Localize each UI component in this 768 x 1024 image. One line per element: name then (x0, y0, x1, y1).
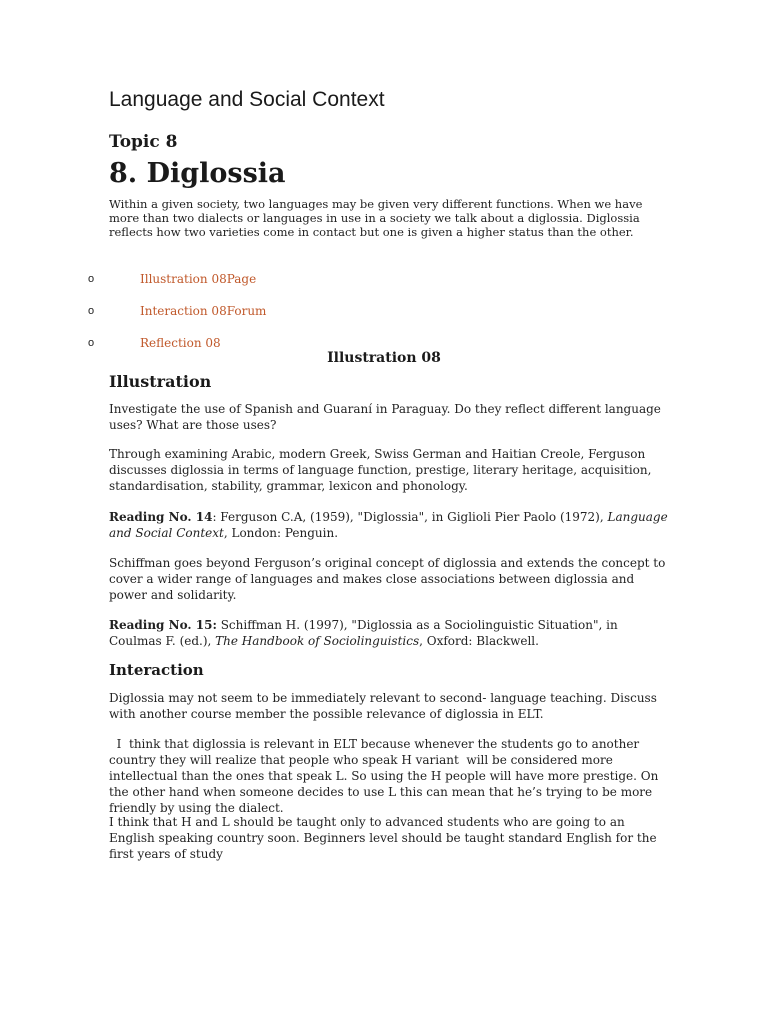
reading-14-publisher: , London: Penguin. (223, 526, 339, 540)
reflection-link[interactable]: Reflection 08 (140, 336, 221, 350)
reading-14-citation (109, 509, 669, 541)
illustration-paragraph-1: Investigate the use of Spanish and Guaraní in Paraguay. Do they reflect different language uses? What are those uses? (109, 402, 661, 432)
reading-15-title: The Handbook of Sociolinguistics (215, 634, 420, 648)
interaction-forum-link[interactable]: Interaction 08Forum (140, 304, 267, 318)
illustration-paragraph-2: Through examining Arabic, modern Greek, Swiss German and Haitian Creole, Ferguson discusses diglossia in terms of language function, prestige, literary heritage, acquisition, standardisation, stability, grammar, lexicon and phonology. (109, 447, 652, 493)
illustration-heading: Illustration (109, 372, 212, 391)
course-title: Language and Social Context (109, 88, 385, 111)
bullet-marker: o (88, 337, 95, 349)
interaction-answer-2: I think that H and L should be taught only to advanced students who are going to an English speaking country soon. Beginners level should be taught standard English for the first years of study (109, 815, 657, 861)
topic-label: Topic 8 (109, 132, 178, 152)
reading-14-text: : Ferguson C.A, (1959), "Diglossia", in Giglioli Pier Paolo (1972), (212, 510, 608, 524)
reading-15-label: Reading No. 15: (109, 618, 217, 632)
interaction-prompt: Diglossia may not seem to be immediately relevant to second- language teaching. Discuss with another course member the possible relevance of diglossia in ELT. (109, 691, 657, 721)
main-heading: 8. Diglossia (109, 158, 286, 189)
reading-15-publisher: , Oxford: Blackwell. (419, 634, 539, 648)
illustration-center-title: Illustration 08 (327, 350, 441, 366)
reading-14-label: Reading No. 14 (109, 510, 213, 524)
interaction-answer-1: I think that diglossia is relevant in ELT because whenever the students go to another country they will realize that people who speak H variant will be considered more intellectual than the ones that speak L. So using the H people will have more prestige. On the other hand when someone decides to use L this can mean that he’s trying to be more friendly by using the dialect. (109, 737, 663, 815)
bullet-marker: o (88, 273, 95, 285)
reading-14-title: Language and Social Context (109, 510, 668, 540)
intro-paragraph: Within a given society, two languages may be given very different functions. When we have more than two dialects or languages in use in a society we talk about a diglossia. Diglossia reflects how two varieties come in contact but one is given a higher status than the other. (109, 197, 643, 239)
interaction-heading: Interaction (109, 661, 204, 679)
bullet-marker: o (88, 305, 95, 317)
illustration-page-link[interactable]: Illustration 08Page (140, 272, 257, 286)
reading-15-citation (109, 617, 669, 649)
illustration-paragraph-3: Schiffman goes beyond Ferguson’s original concept of diglossia and extends the concept to cover a wider range of languages and makes close associations between diglossia and power and solidarity. (109, 556, 666, 602)
reading-15-text: Schiffman H. (1997), "Diglossia as a Sociolinguistic Situation", in Coulmas F. (ed.), (109, 618, 618, 648)
